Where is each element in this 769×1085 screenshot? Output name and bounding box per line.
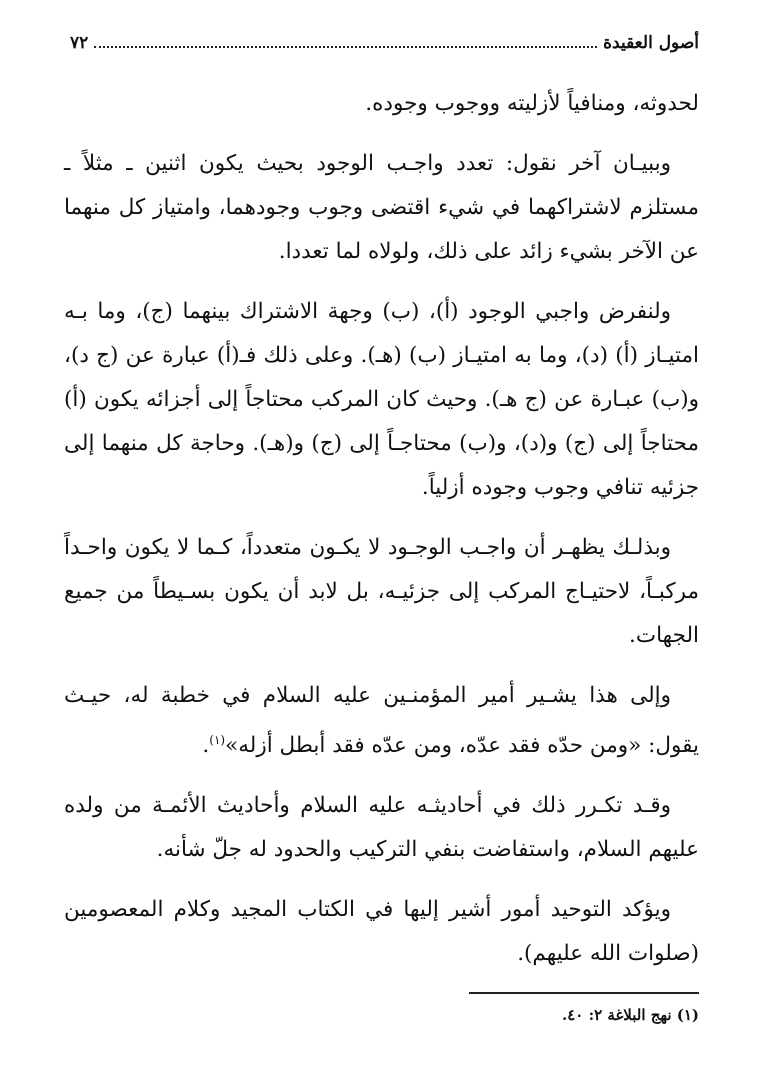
page-header [70, 28, 699, 58]
paragraph-7: ويؤكد التوحيد أمور أشير إليها في الكتاب المجيد وكلام المعصومين (صلوات الله عليهم). [64, 897, 699, 967]
footnote-separator [469, 992, 699, 994]
paragraph-4: وبذلـك يظهـر أن واجـب الوجـود لا يكـون متعدداً، كـما لا يكون واحـداً مركبـاً، لاحتيـاج المركب إلى جزئيـه، بل لابد أن يكون بسـيطاً من جميع الجهات. [64, 535, 699, 648]
paragraph-3: ولنفرض واجبي الوجود (أ)، (ب) وجهة الاشتراك بينهما (ج)، وما بـه امتيـاز (أ) (د)، وما به امتيـاز (ب) (هـ). وعلى ذلك فـ(أ) عبارة عن (ج د)، و(ب) عبـارة عن (ج هـ). وحيث كان المركب محتاجاً إلى أجزائه يكون (أ) محتاجاً إلى (ج) و(د)، و(ب) محتاجـاً إلى (ج) و(هـ). وحاجة كل منهما إلى جزئيه تنافي وجوب وجوده أزلياً. [64, 299, 699, 500]
header-dotted-leader [94, 46, 597, 48]
page-body [64, 82, 699, 992]
paragraph-1: لحدوثه، ومنافياً لأزليته ووجوب وجوده. [365, 91, 699, 116]
footnote: (١) نهج البلاغة ٢: ٤٠. [562, 1006, 699, 1024]
footnote-marker: (١) [209, 733, 226, 747]
paragraph-6: وقـد تكـرر ذلك في أحاديثـه عليه السلام وأحاديث الأئمـة من ولده عليهم السلام، واستفاضت بنفي التركيب والحدود له جلّ شأنه. [64, 793, 699, 863]
paragraph-5-text: وإلى هذا يشـير أمير المؤمنـين عليه السلام في خطبة له، حيـث يقول: «ومن حدّه فقد عدّه، ومن عدّه فقد أبطل أزله» [64, 683, 699, 759]
running-title: أصول العقيدة [603, 33, 699, 53]
paragraph-5: وإلى هذا يشـير أمير المؤمنـين عليه السلام في خطبة له، حيـث يقول: «ومن حدّه فقد عدّه، ومن عدّه فقد أبطل أزله»$^{(١)}$. [64, 683, 699, 759]
paragraph-2: وببيـان آخر نقول: تعدد واجـب الوجود بحيث يكون اثنين ـ مثلاً ـ مستلزم لاشتراكهما في شيء اقتضى وجوب وجودهما، وامتياز كل منهما عن الآخر بشيء زائد على ذلك، ولولاه لما تعددا. [64, 151, 699, 264]
page-number: ٧٢ [70, 33, 89, 53]
